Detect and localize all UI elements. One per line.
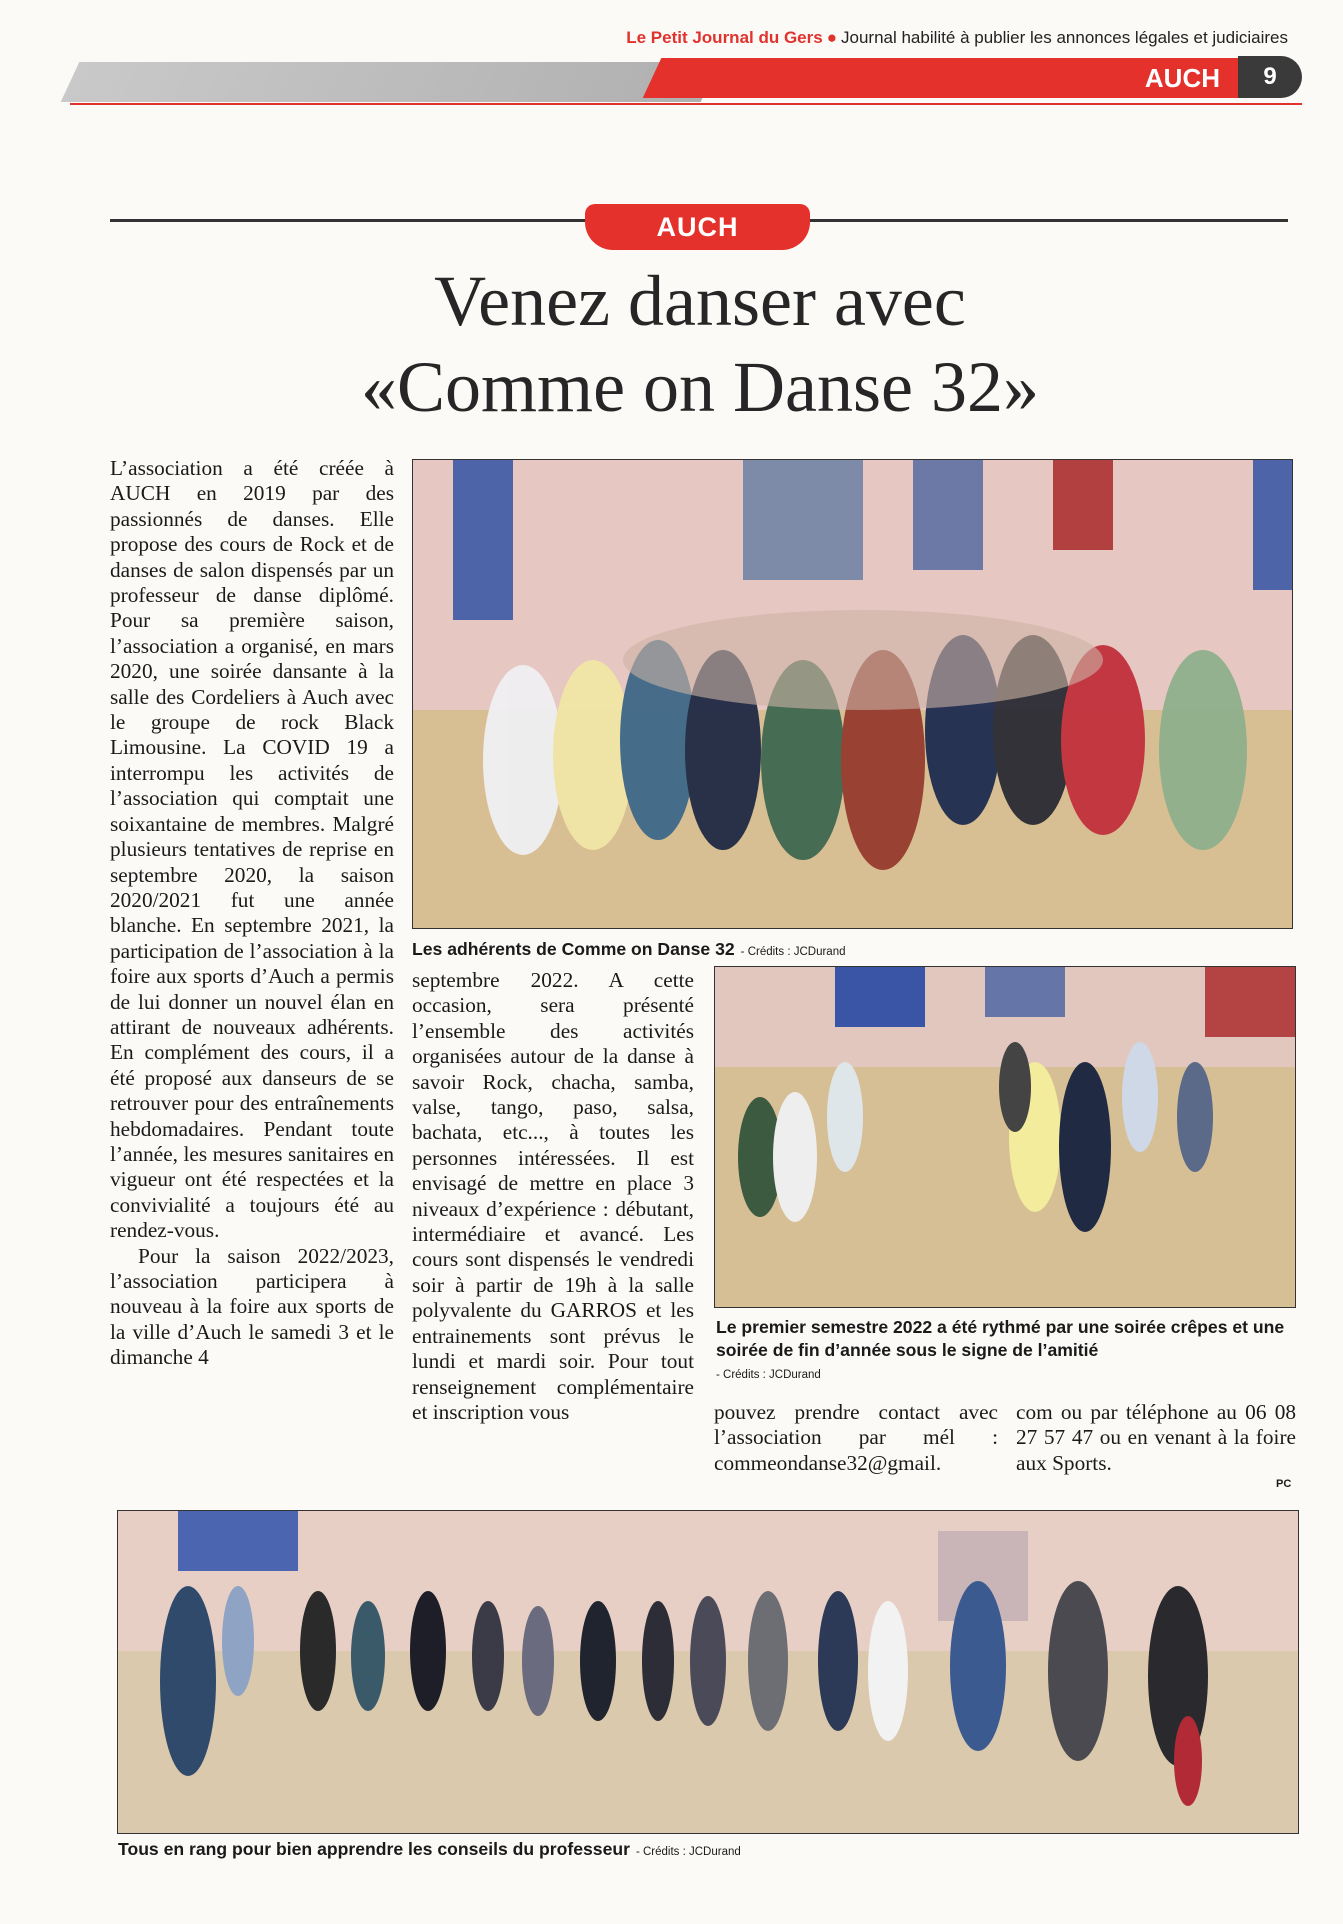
- photo-caption-3: [118, 1838, 1218, 1864]
- publication-name: Le Petit Journal du Gers: [626, 28, 823, 47]
- kicker-badge: AUCH: [585, 204, 810, 250]
- header-rule: [70, 103, 1302, 105]
- header-band-gray: [61, 62, 720, 102]
- author-signature: PC: [1276, 1478, 1292, 1490]
- section-label: AUCH: [1144, 63, 1220, 93]
- article-column-2: [412, 968, 694, 1425]
- photo-dancing-couples: [714, 966, 1296, 1308]
- photo-caption-2: Le premier semestre 2022 a été rythmé par une soirée crêpes et une soirée de fin d’année sous le signe de l’amitié: [716, 1317, 1285, 1360]
- paragraph: com ou par téléphone au 06 08 27 57 47 ou en venant à la foire aux Sports.: [1016, 1400, 1296, 1475]
- paragraph: Pour la saison 2022/2023, l’association participera à nouveau à la foire aux sports de la ville d’Auch le samedi 3 et le dimanche 4: [110, 1243, 394, 1370]
- page-number: 9: [1238, 56, 1302, 98]
- photo-caption-1: [412, 938, 1312, 964]
- photo-group-members: [412, 459, 1293, 929]
- article-column-1: [110, 456, 394, 1371]
- headline: [180, 258, 1220, 430]
- publication-line: [626, 28, 1288, 48]
- paragraph: L’association a été créée à AUCH en 2019 par des passionnés de danses. Elle propose des cours de Rock et de danses de salon dispensés par un professeur de danse diplômé. Pour sa première saison, l’association a organisé, en mars 2020, une soirée dansante à la salle des Cordeliers à Auch avec le groupe de rock Black Limousine. La COVID 19 a interrompu les activités de l’association qui comptait une soixantaine de membres. Malgré plusieurs tentatives de reprise en septembre 2020, la saison 2020/2021 fut une année blanche. En septembre 2021, la participation de l’association à la foire aux sports d’Auch a permis de lui donner un nouvel élan en attirant de nouveaux adhérents. En complément des cours, il a été proposé aux danseurs de se retrouver pour des entraînements hebdomadaires. Pendant toute l’année, les mesures sanitaires en vigueur ont été respectées et la convivialité a toujours été au rendez-vous.: [110, 456, 394, 1243]
- caption-text: Tous en rang pour bien apprendre les conseils du professeur: [118, 1839, 630, 1859]
- photo-credit: - Crédits : JCDurand: [716, 1369, 821, 1381]
- article-column-3: [714, 1400, 998, 1476]
- headline-line-2: «Comme on Danse 32»: [361, 347, 1039, 427]
- headline-line-1: Venez danser avec: [434, 261, 966, 341]
- legal-notice: Journal habilité à publier les annonces légales et judiciaires: [841, 28, 1288, 47]
- article-column-4: [1016, 1400, 1296, 1476]
- photo-credit: - Crédits : JCDurand: [635, 1846, 741, 1858]
- caption-text: Les adhérents de Comme on Danse 32: [412, 939, 735, 959]
- photo-credit: - Crédits : JCDurand: [740, 946, 846, 958]
- paragraph: pouvez prendre contact avec l’association par mél : commeondanse32@gmail.: [714, 1400, 998, 1475]
- photo-dance-lesson-line: [117, 1510, 1299, 1834]
- paragraph: septembre 2022. A cette occasion, sera présenté l’ensemble des activités organisées autour de la danse à savoir Rock, chacha, samba, valse, tango, paso, salsa, bachata, etc..., à toutes les personnes intéressées. Il est envisagé de mettre en place 3 niveaux d’expérience : débutant, intermédiaire et avancé. Les cours sont dispensés le vendredi soir à partir de 19h à la salle polyvalente du GARROS et les entrainements sont prévus le lundi et mardi soir. Pour tout renseignement complémentaire et inscription vous: [412, 968, 694, 1424]
- bullet-icon: ●: [826, 28, 837, 47]
